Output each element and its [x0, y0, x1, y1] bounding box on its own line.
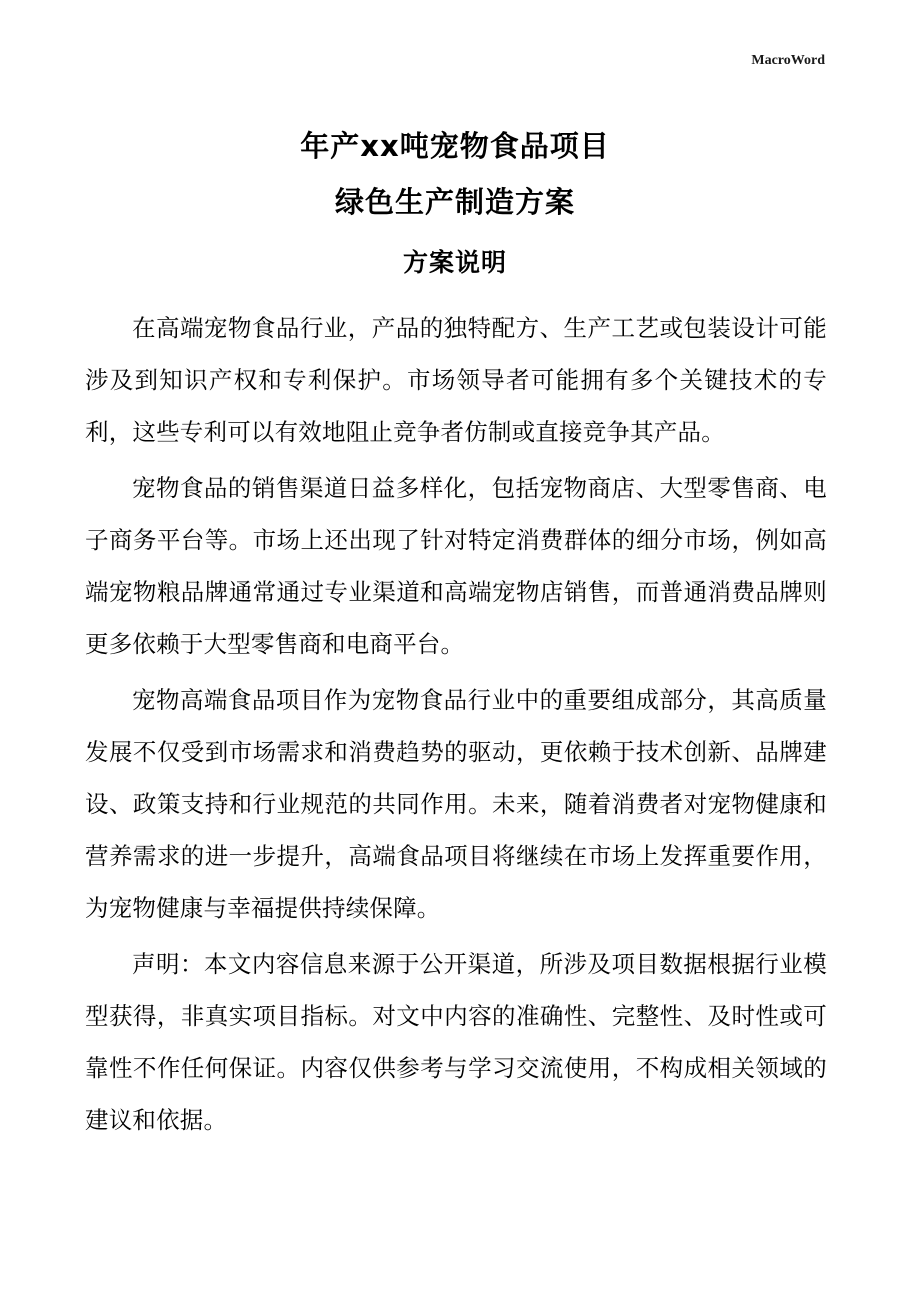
body-content [85, 303, 827, 1151]
body-paragraph: 宠物食品的销售渠道日益多样化，包括宠物商店、大型零售商、电子商务平台等。市场上还出现了针对特定消费群体的细分市场，例如高端宠物粮品牌通常通过专业渠道和高端宠物店销售，而普通消费品牌则更多依赖于大型零售商和电商平台。 [85, 476, 827, 658]
document-title-line-1: 年产xx吨宠物食品项目 [300, 129, 610, 163]
disclaimer-paragraph: 声明：本文内容信息来源于公开渠道，所涉及项目数据根据行业模型获得，非真实项目指标。对文中内容的准确性、完整性、及时性或可靠性不作任何保证。内容仅供参考与学习交流使用，不构成相关领域的建议和依据。 [85, 952, 827, 1134]
body-paragraph: 在高端宠物食品行业，产品的独特配方、生产工艺或包装设计可能涉及到知识产权和专利保护。市场领导者可能拥有多个关键技术的专利，这些专利可以有效地阻止竞争者仿制或直接竞争其产品。 [85, 316, 827, 446]
section-heading: 方案说明 [402, 248, 507, 277]
body-paragraph: 宠物高端食品项目作为宠物食品行业中的重要组成部分，其高质量发展不仅受到市场需求和消费趋势的驱动，更依赖于技术创新、品牌建设、政策支持和行业规范的共同作用。未来，随着消费者对宠物健康和营养需求的进一步提升，高端食品项目将继续在市场上发挥重要作用，为宠物健康与幸福提供持续保障。 [85, 688, 827, 922]
document-title-line-2: 绿色生产制造方案 [334, 185, 575, 219]
document-title [85, 118, 825, 230]
brand-label: MacroWord [751, 53, 825, 68]
page-header [85, 52, 825, 68]
